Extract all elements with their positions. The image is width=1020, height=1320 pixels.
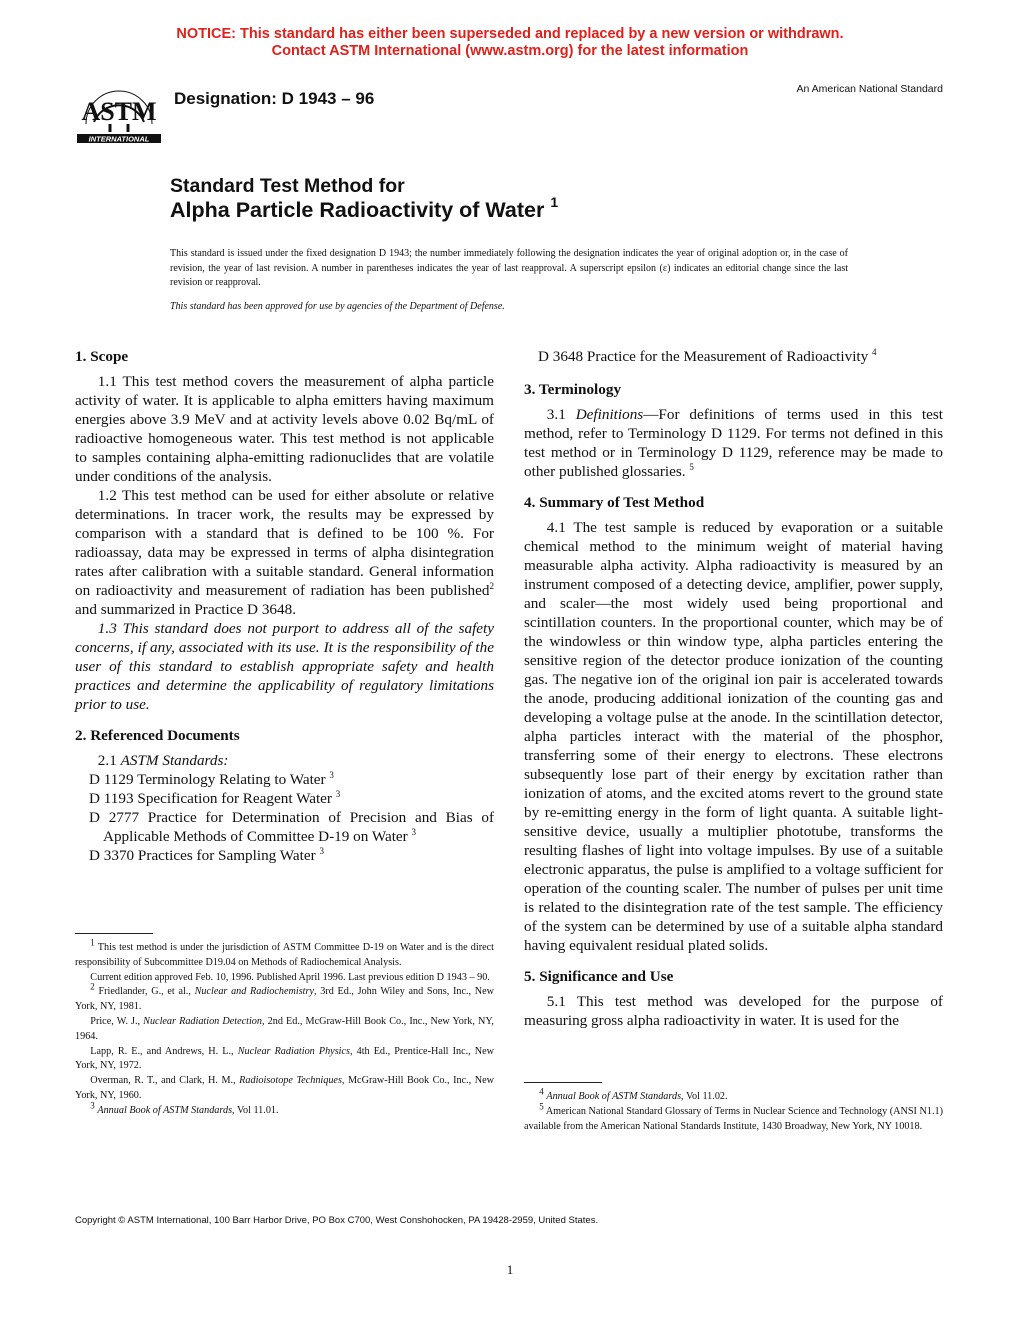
logo-subtext: INTERNATIONAL [88,134,150,144]
section-3-heading: 3. Terminology [524,381,622,398]
footnote-2b: Price, W. J., Nuclear Radiation Detection, 2nd Ed., McGraw-Hill Book Co., Inc., New York, NY, 1964. [75,1015,494,1042]
issuance-note: This standard is issued under the fixed designation D 1943; the number immediately following the designation indicates the year of original adoption or, in the case of revision, the year of last revision. A number in parentheses indicates the year of last reapproval. A superscript epsilon (ε) indicates an editorial change since the last revision or reapproval. [170,248,848,288]
ref-d3370: D 3370 Practices for Sampling Water $^3$ [89,845,324,864]
dod-approval-note: This standard has been approved for use by agencies of the Department of Defense. [170,301,505,312]
footnote-1b: Current edition approved Feb. 10, 1996. Published April 1996. Last previous edition D 1943 – 90. [90,971,490,983]
copyright-line: Copyright © ASTM International, 100 Barr Harbor Drive, PO Box C700, West Conshohocken, PA 19428-2959, United States. [75,1215,599,1226]
notice-line-2: Contact ASTM International (www.astm.org) for the latest information [271,43,749,59]
footnote-4: $^4$ Annual Book of ASTM Standards, Vol 11.02. [539,1086,728,1102]
footnotes-right [524,1086,943,1134]
para-2-1: 2.1 ASTM Standards: [97,752,229,769]
section-4-heading: 4. Summary of Test Method [524,494,705,511]
footnote-rule-right [524,1082,602,1083]
para-5-1: 5.1 This test method was developed for the purpose of measuring gross alpha radioactivity in water. It is used for the [524,993,943,1029]
title-footnote-mark: 1 [550,193,559,210]
logo-letters: ASTM [81,97,157,126]
ref-d3648: D 3648 Practice for the Measurement of Radioactivity $^4$ [538,346,877,365]
footnote-1: $^1$ This test method is under the jurisdiction of ASTM Committee D-19 on Water and is the direct responsibility of Subcommittee D19.04 on Methods of Radiochemical Analysis. [75,937,494,968]
ref-d2777: D 2777 Practice for Determination of Precision and Bias of Applicable Methods of Committee D-19 on Water $^3$ [89,809,494,845]
para-1-1: 1.1 This test method covers the measurement of alpha particle activity of water. It is applicable to alpha emitters having maximum energies above 3.9 MeV and at activity levels above 0.02 Bq/mL of radioactive homogeneous water. This test method is not applicable to samples containing alpha-emitting radionuclides that are volatile under conditions of the analysis. [75,373,494,485]
para-1-3: 1.3 This standard does not purport to address all of the safety concerns, if any, associated with its use. It is the responsibility of the user of this standard to establish appropriate safety and health practices and determine the applicability of regulatory limitations prior to use. [75,620,494,713]
footnote-5: $^5$ American National Standard Glossary of Terms in Nuclear Science and Technology (ANSI N1.1) available from the American National Standards Institute, 1430 Broadway, New York, NY 10018. [524,1101,943,1132]
american-national-standard: An American National Standard [796,83,943,95]
astm-logo [74,74,164,154]
footnote-2d: Overman, R. T., and Clark, H. M., Radioisotope Techniques, McGraw-Hill Book Co., Inc., New York, NY, 1960. [75,1075,494,1101]
footnotes-left [75,937,495,1119]
page-number: 1 [506,1262,514,1277]
para-3-1: 3.1 Definitions—For definitions of terms used in this test method, refer to Terminology D 1129. For terms not defined in this test method or in Terminology D 1129, reference may be made to other published glossaries. $^5$ [524,406,944,480]
ref-d1193: D 1193 Specification for Reagent Water $^3$ [89,788,341,807]
title-line-2 [170,193,559,223]
para-1-2: 1.2 This test method can be used for either absolute or relative determinations. In tracer work, the results may be expressed by comparison with a standard that is defined to be 100 %. For radioassay, data may be expressed in terms of alpha disintegration rates after calibration with a suitable standard. General information on radioactivity and measurement of radiation has been published$^2$ and summarized in Practice D 3648. [75,487,494,618]
footnote-2: $^2$ Friedlander, G., et al., Nuclear and Radiochemistry, 3rd Ed., John Wiley and Sons, Inc., New York, NY, 1981. [75,982,494,1013]
section-5-heading: 5. Significance and Use [524,968,674,985]
left-column [75,347,494,865]
notice-line-1: NOTICE: This standard has either been superseded and replaced by a new version or withdrawn. [176,26,844,42]
footnote-rule-left [75,933,153,934]
title-line-1: Standard Test Method for [170,175,405,197]
designation: Designation: D 1943 – 96 [174,89,375,108]
section-1-heading: 1. Scope [75,348,129,365]
right-column [524,347,943,1030]
ref-d1129: D 1129 Terminology Relating to Water $^3$ [89,769,334,788]
section-2-heading: 2. Referenced Documents [75,727,240,744]
title-text: Alpha Particle Radioactivity of Water [170,198,545,222]
footnote-3: $^3$ Annual Book of ASTM Standards, Vol 11.01. [90,1100,279,1116]
footnote-2c: Lapp, R. E., and Andrews, H. L., Nuclear Radiation Physics, 4th Ed., Prentice-Hall Inc., New York, NY, 1972. [75,1045,495,1072]
withdrawn-notice [0,26,1020,60]
para-4-1: 4.1 The test sample is reduced by evaporation or a suitable chemical method to the minimum weight of material having measurable alpha activity. Alpha radioactivity is measured by an instrument composed of a detecting device, amplifier, power supply, and scaler—the most widely used being proportional and scintillation counters. In the proportional counter, which may be of the windowless or thin window type, alpha particles entering the sensitive region of the detector produce ionization of the counting gas. The negative ion of the original ion pair is accelerated towards the anode, producing additional ionization of the counting gas and developing a voltage pulse at the anode. In the scintillation detector, alpha particles interact with the material of the phosphor, transferring some of their energy to electrons. These electrons subsequently lose part of their energy by excitation rather than ionization of atoms, and the excited atoms revert to the ground state by re-emitting energy in the form of light quanta. A suitable light-sensitive device, usually a multiplier phototube, transforms the resulting flashes of light into voltage impulses. By use of a suitable electronic apparatus, the pulse is amplified to a voltage sufficient for operation of the counting scaler. The number of pulses per unit time is related to the disintegration rate of the test sample. The efficiency of the system can be determined by use of a suitable alpha standard having equivalent residual plated solids. [524,519,943,954]
